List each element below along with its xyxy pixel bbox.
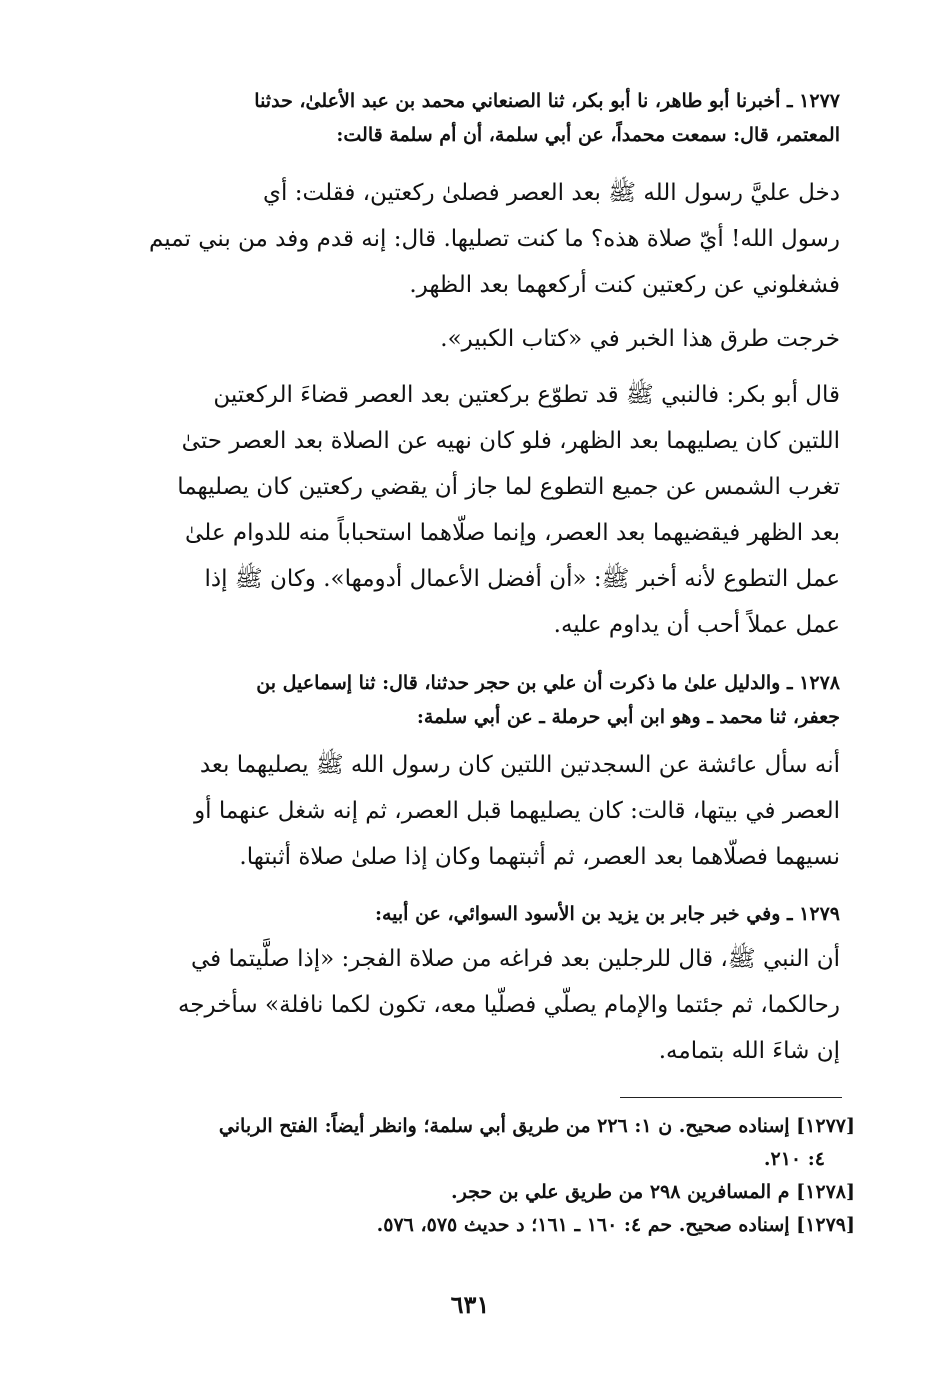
- isnad-line: ١٢٧٧ ـ أخبرنا أبو طاهر، نا أبو بكر، ثنا الصنعاني محمد بن عبد الأعلىٰ، حدثنا: [254, 90, 840, 112]
- isnad-line: جعفر، ثنا محمد ـ وهو ابن أبي حرملة ـ عن أبي سلمة:: [416, 706, 840, 728]
- matn-line: العصر في بيتها، قالت: كان يصليهما قبل العصر، ثم إنه شغل عنهما أو: [194, 798, 840, 824]
- commentary-line: عمل عملاً أحب أن يداوم عليه.: [553, 612, 840, 638]
- hadith-1279-matn: [105, 936, 840, 1074]
- hadith-1279-isnad: [105, 897, 840, 931]
- commentary-line: بعد الظهر فيقضيهما بعد العصر، وإنما صلّاهما استحباباً منه للدوام علىٰ: [185, 520, 840, 546]
- hadith-1278-isnad: [105, 666, 840, 734]
- matn-line: فشغلوني عن ركعتين كنت أركعهما بعد الظهر.: [409, 272, 840, 298]
- commentary-line: تغرب الشمس عن جميع التطوع لما جاز أن يقضي ركعتين كان يصليهما: [177, 474, 840, 500]
- hadith-1277-matn: [105, 170, 840, 308]
- matn-line: أن النبي ﷺ، قال للرجلين بعد فراغه من صلاة الفجر: «إذا صلَّيتما في: [190, 946, 840, 972]
- matn-line: نسيهما فصلّاهما بعد العصر، ثم أثبتهما وكان إذا صلىٰ صلاة أثبتها.: [239, 844, 840, 870]
- footnote-line: ٤: ٢١٠.: [763, 1148, 825, 1170]
- page-number: ٦٣١: [450, 1290, 490, 1319]
- isnad-line: ١٢٧٨ ـ والدليل علىٰ ما ذكرت أن علي بن حجر حدثنا، قال: ثنا إسماعيل بن: [256, 672, 840, 694]
- footnote-line: [١٢٧٧] إسناده صحيح. ن ١: ٢٢٦ من طريق أبي سلمة؛ وانظر أيضاً: الفتح الرباني: [218, 1115, 855, 1137]
- footnote-line: [١٢٧٨] م المسافرين ٢٩٨ من طريق علي بن حجر.: [451, 1181, 855, 1203]
- matn-line: إن شاءَ الله بتمامه.: [658, 1038, 840, 1064]
- commentary-line: قال أبو بكر: فالنبي ﷺ قد تطوّع بركعتين بعد العصر قضاءَ الركعتين: [213, 382, 840, 408]
- matn-line: أنه سأل عائشة عن السجدتين اللتين كان رسول الله ﷺ يصليهما بعد: [199, 752, 840, 778]
- hadith-1278-matn: [105, 742, 840, 880]
- hadith-1277-isnad: [105, 84, 840, 152]
- matn-line: دخل عليَّ رسول الله ﷺ بعد العصر فصلىٰ ركعتين، فقلت: أي: [263, 180, 840, 206]
- footnote-divider: [620, 1097, 842, 1098]
- commentary-line: اللتين كان يصليهما بعد الظهر، فلو كان نهيه عن الصلاة بعد العصر حتىٰ: [181, 428, 840, 454]
- isnad-line: ١٢٧٩ ـ وفي خبر جابر بن يزيد بن الأسود السوائي، عن أبيه:: [374, 903, 840, 925]
- footnotes: [95, 1110, 855, 1242]
- footnote-line: [١٢٧٩] إسناده صحيح. حم ٤: ١٦٠ ـ ١٦١؛ د حديث ٥٧٥، ٥٧٦.: [376, 1214, 855, 1236]
- commentary-line: عمل التطوع لأنه أخبر ﷺ: «أن أفضل الأعمال أدومها». وكان ﷺ إذا: [204, 566, 840, 592]
- matn-line: رسول الله! أيّ صلاة هذه؟ ما كنت تصليها. قال: إنه قدم وفد من بني تميم: [148, 226, 840, 252]
- isnad-line: المعتمر، قال: سمعت محمداً، عن أبي سلمة، أن أم سلمة قالت:: [336, 124, 840, 146]
- matn-line: رحالكما، ثم جئتما والإمام يصلّي فصلّيا معه، تكون لكما نافلة» سأخرجه: [177, 992, 840, 1018]
- abu-bakr-commentary: [105, 372, 840, 648]
- author-note-kabir: [105, 316, 840, 362]
- note-line: خرجت طرق هذا الخبر في «كتاب الكبير».: [440, 326, 840, 352]
